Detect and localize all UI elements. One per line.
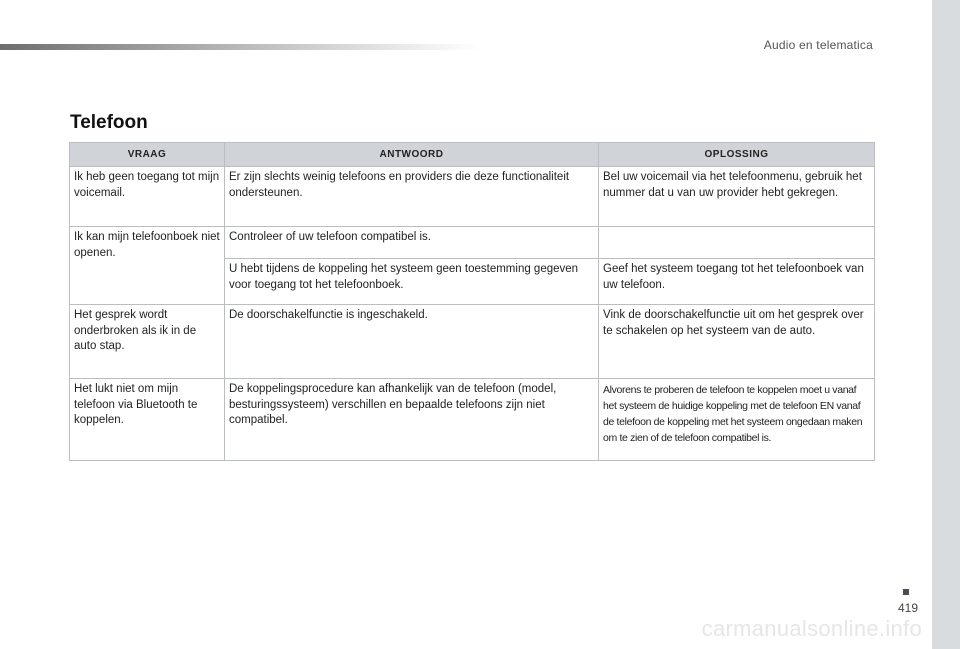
- column-header-antwoord: ANTWOORD: [225, 143, 599, 167]
- antwoord-cell: De doorschakelfunctie is ingeschakeld.: [225, 305, 599, 379]
- header-gradient-bar: [0, 44, 480, 50]
- vraag-cell: Ik heb geen toegang tot mijn voicemail.: [70, 167, 225, 227]
- table-row: [70, 167, 875, 227]
- table-row: [70, 379, 875, 461]
- column-header-oplossing: OPLOSSING: [599, 143, 875, 167]
- vraag-cell: Het gesprek wordt onderbroken als ik in de auto stap.: [70, 305, 225, 379]
- side-band: [932, 0, 960, 649]
- watermark: carmanualsonline.info: [701, 616, 922, 641]
- vraag-cell: Ik kan mijn telefoonboek niet openen.: [70, 227, 225, 305]
- oplossing-cell: Vink de doorschakelfunctie uit om het gesprek over te schakelen op het systeem van de auto.: [599, 305, 875, 379]
- troubleshooting-table: [69, 142, 875, 461]
- oplossing-cell-text: Alvorens te proberen de telefoon te koppelen moet u vanaf het systeem de huidige koppeling met de telefoon EN vanaf de telefoon de koppeling met het systeem ongedaan maken om te zien of de telefoon compatibel is.: [603, 384, 863, 444]
- antwoord-cell: De koppelingsprocedure kan afhankelijk van de telefoon (model, besturingssysteem) verschillen en bepaalde telefoons zijn niet compatibel.: [225, 379, 599, 461]
- section-title: Audio en telematica: [763, 38, 873, 52]
- page-number: 419: [898, 601, 919, 615]
- antwoord-cell: Controleer of uw telefoon compatibel is.: [225, 227, 599, 259]
- page-heading: Telefoon: [70, 112, 148, 133]
- oplossing-cell: Bel uw voicemail via het telefoonmenu, gebruik het nummer dat u van uw provider hebt gekregen.: [599, 167, 875, 227]
- table-header-row: [70, 143, 875, 167]
- table-row: [70, 227, 875, 259]
- page-marker-square: [903, 589, 909, 595]
- oplossing-cell: [599, 227, 875, 259]
- column-header-vraag: VRAAG: [70, 143, 225, 167]
- antwoord-cell: U hebt tijdens de koppeling het systeem geen toestemming gegeven voor toegang tot het telefoonboek.: [225, 259, 599, 305]
- antwoord-cell: Er zijn slechts weinig telefoons en providers die deze functionaliteit ondersteunen.: [225, 167, 599, 227]
- oplossing-cell: [599, 379, 875, 461]
- oplossing-cell: Geef het systeem toegang tot het telefoonboek van uw telefoon.: [599, 259, 875, 305]
- table-row: [70, 305, 875, 379]
- vraag-cell: Het lukt niet om mijn telefoon via Bluetooth te koppelen.: [70, 379, 225, 461]
